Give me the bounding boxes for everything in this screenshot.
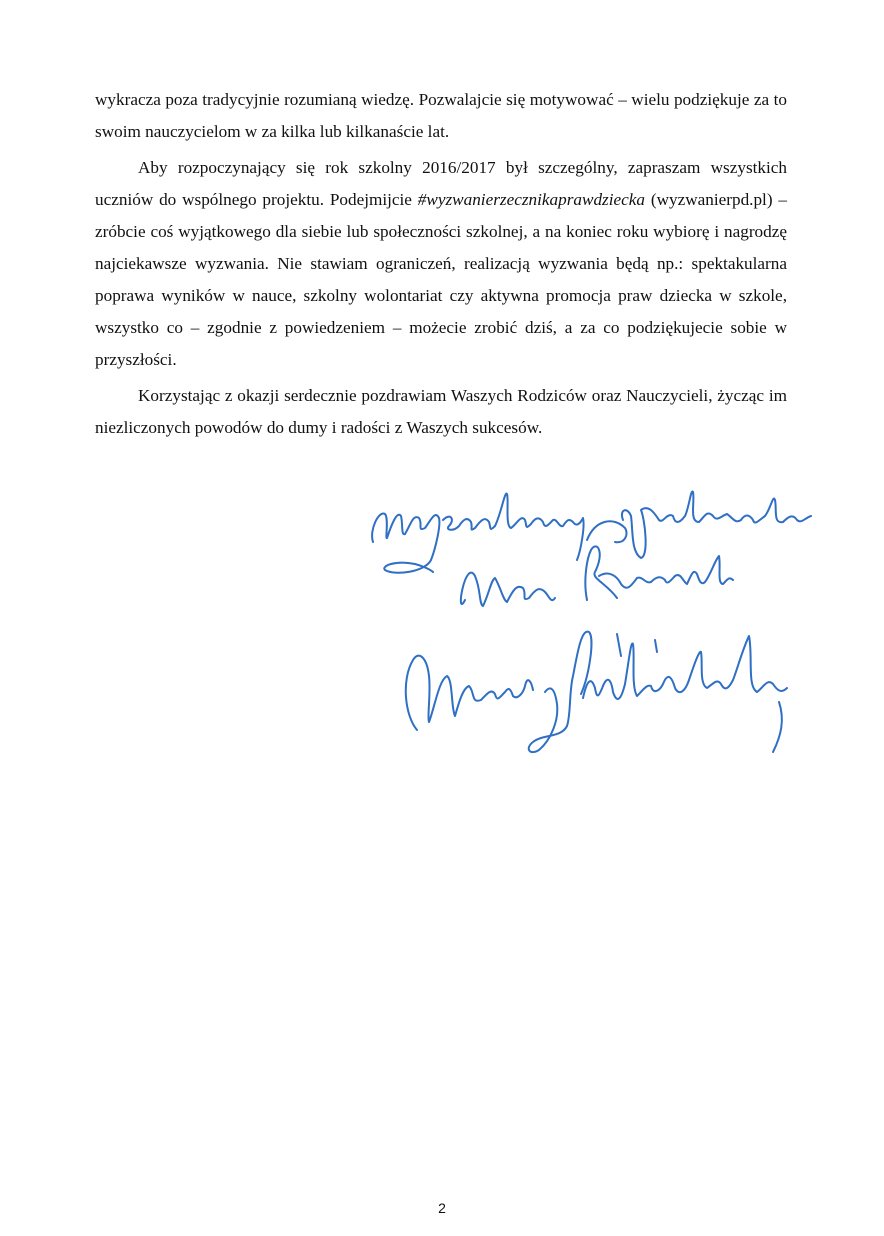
paragraph-3: Korzystając z okazji serdecznie pozdrawiam Waszych Rodziców oraz Nauczycieli, życząc im niezliczonych powodów do dumy i radości z Waszych sukcesów. xyxy=(95,386,787,437)
page-number: 2 xyxy=(438,1200,446,1216)
paragraph-2-end: (wyzwanierpd.pl) – zróbcie coś wyjątkowego dla siebie lub społeczności szkolnej, a na koniec roku wybiorę i nagrodzę najciekawsze wyzwania. Nie stawiam ograniczeń, realizacją wyzwania będą np.: spektakularna poprawa wyników w nauce, szkolny wolontariat czy aktywna promocja praw dziecka w szkole, wszystko co – zgodnie z powiedzeniem – możecie zrobić dziś, a za co podziękujecie sobie w przyszłości. xyxy=(95,190,787,369)
handwritten-signature xyxy=(355,480,825,780)
paragraph-2-start: Aby rozpoczynający się rok szkolny 2016/2017 był szczególny, zapraszam wszystkich uczniów do wspólnego projektu. Podejmijcie xyxy=(95,158,787,209)
paragraph-1: wykracza poza tradycyjnie rozumianą wiedzę. Pozwalajcie się motywować – wielu podziękuje za to swoim nauczycielom w za kilka lub kilkanaście lat. xyxy=(95,90,787,141)
hashtag: #wyzwanierzecznikaprawdziecka xyxy=(417,190,646,209)
paragraph-2 xyxy=(95,152,787,376)
letter-body xyxy=(95,84,787,448)
signature-icon xyxy=(355,480,825,780)
